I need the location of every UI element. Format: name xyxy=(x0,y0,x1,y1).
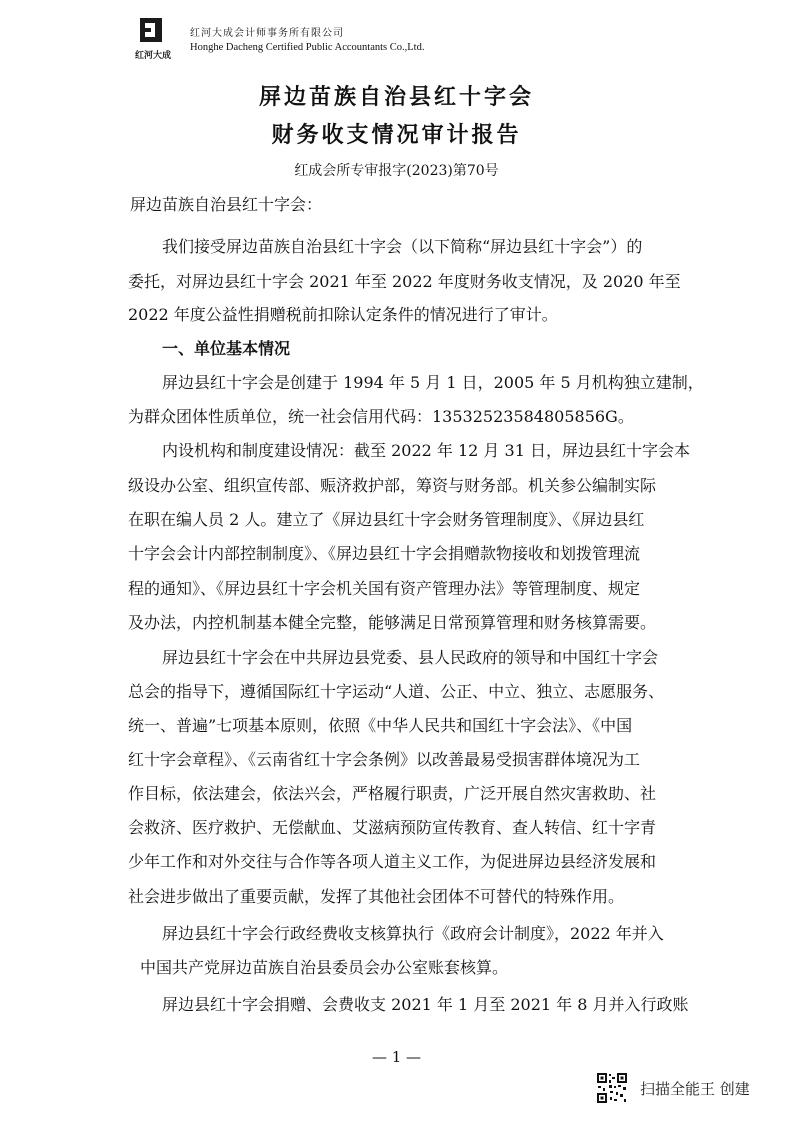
body-line: 屏边县红十字会行政经费收支核算执行《政府会计制度》，2022 年并入 xyxy=(162,924,664,943)
logo-text: 红河大成 xyxy=(134,51,172,61)
body-line: 社会进步做出了重要贡献，发挥了其他社会团体不可替代的特殊作用。 xyxy=(128,887,625,906)
report-title-line1: 屏边苗族自治县红十字会 xyxy=(258,85,534,110)
section-heading: 一、单位基本情况 xyxy=(162,339,291,358)
body-line: 少年工作和对外交往与合作等各项人道主义工作，为促进屏边县经济发展和 xyxy=(128,852,657,871)
body-line: 总会的指导下，遵循国际红十字运动“人道、公正、中立、独立、志愿服务、 xyxy=(128,682,665,701)
body-line: 会救济、医疗救护、无偿献血、艾滋病预防宣传教育、查人转信、红十字青 xyxy=(128,818,657,837)
body-line: 在职在编人员 2 人。建立了《屏边县红十字会财务管理制度》、《屏边县红 xyxy=(128,510,645,529)
body-line: 屏边县红十字会在中共屏边县党委、县人民政府的领导和中国红十字会 xyxy=(162,648,659,667)
body-line: 统一、普遍”七项基本原则，依照《中华人民共和国红十字会法》、《中国 xyxy=(128,716,633,735)
scanner-credit: 扫描全能王 创建 xyxy=(640,1080,750,1098)
salutation: 屏边苗族自治县红十字会： xyxy=(130,195,323,214)
firm-name-cn: 红河大成会计师事务所有限公司 xyxy=(190,28,344,39)
body-line: 为群众团体性质单位，统一社会信用代码：13532523584805856G。 xyxy=(128,407,634,426)
body-line: 中国共产党屏边苗族自治县委员会办公室账套核算。 xyxy=(140,958,509,977)
firm-name-en: Honghe Dacheng Certified Public Accountants Co.,Ltd. xyxy=(190,42,425,53)
body-line: 十字会会计内部控制制度》、《屏边县红十字会捐赠款物接收和划拨管理流 xyxy=(128,544,641,563)
document-number: 红成会所专审报字(2023)第70号 xyxy=(294,163,499,179)
page-number: — 1 — xyxy=(371,1048,422,1066)
body-line: 级设办公室、组织宣传部、赈济救护部，筹资与财务部。机关参公编制实际 xyxy=(128,476,657,495)
report-title-line2: 财务收支情况审计报告 xyxy=(271,123,522,148)
letterhead xyxy=(126,16,766,62)
body-line: 作目标，依法建会，依法兴会，严格履行职责，广泛开展自然灾害救助、社 xyxy=(128,784,657,803)
qr-code-icon xyxy=(596,1072,628,1104)
body-line: 红十字会章程》、《云南省红十字会条例》以改善最易受损害群体境况为工 xyxy=(128,750,641,769)
firm-logo xyxy=(126,16,180,62)
body-line: 2022 年度公益性捐赠税前扣除认定条件的情况进行了审计。 xyxy=(128,305,558,324)
body-line: 我们接受屏边苗族自治县红十字会（以下简称“屏边县红十字会”）的 xyxy=(162,237,643,256)
body-line: 委托，对屏边县红十字会 2021 年至 2022 年度财务收支情况，及 2020 年至 xyxy=(128,272,681,291)
body-line: 屏边县红十字会捐赠、会费收支 2021 年 1 月至 2021 年 8 月并入行政账 xyxy=(162,995,689,1014)
body-line: 程的通知》、《屏边县红十字会机关国有资产管理办法》等管理制度、规定 xyxy=(128,579,641,598)
body-line: 及办法，内控机制基本健全完整，能够满足日常预算管理和财务核算需要。 xyxy=(128,613,657,632)
scanner-watermark xyxy=(596,1072,776,1108)
body-line: 内设机构和制度建设情况：截至 2022 年 12 月 31 日，屏边县红十字会本 xyxy=(162,441,690,460)
body-line: 屏边县红十字会是创建于 1994 年 5 月 1 日，2005 年 5 月机构独立建制， xyxy=(162,373,704,392)
